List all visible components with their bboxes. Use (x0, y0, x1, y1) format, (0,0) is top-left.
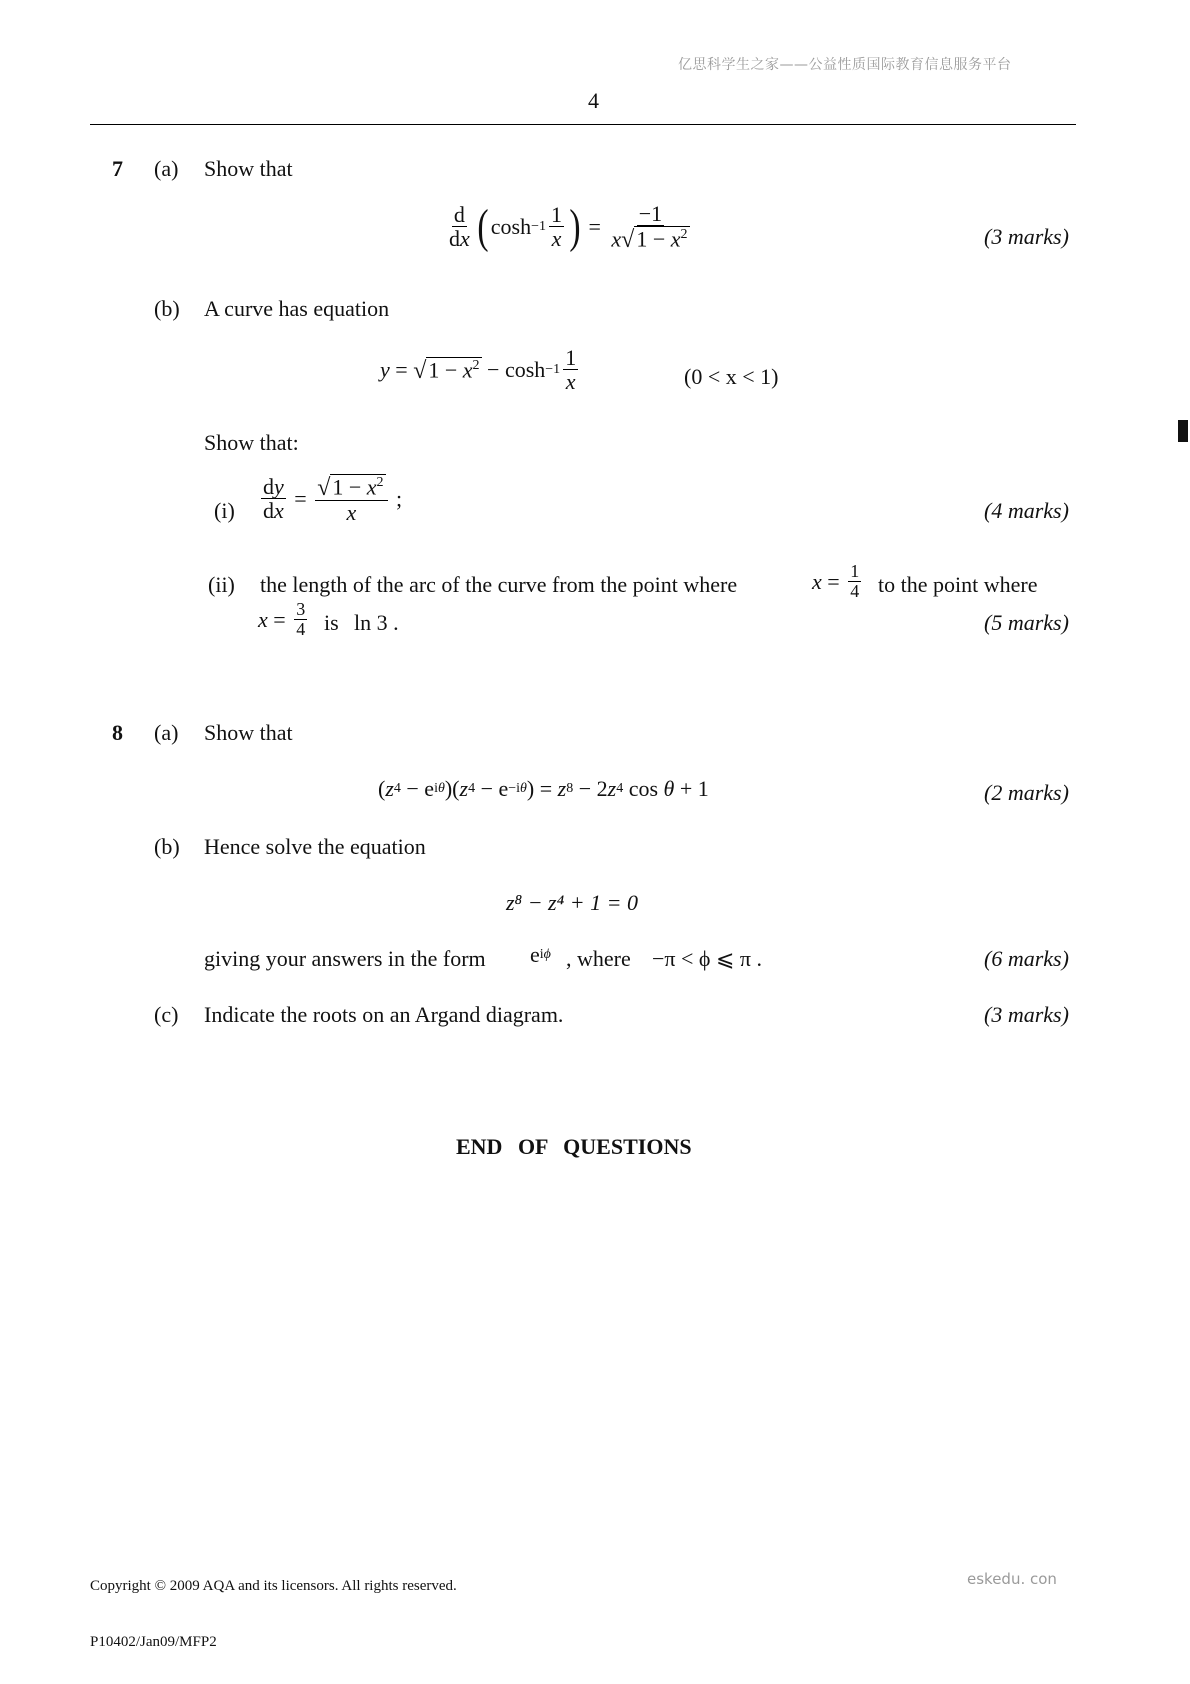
q7-b-ii-result: ln 3 . (354, 610, 399, 635)
q8-b-label: (b) (154, 834, 180, 859)
q7-b-i-label: (i) (214, 498, 235, 523)
q7-a-text: Show that (204, 156, 293, 181)
q8-c-marks: (3 marks) (984, 1002, 1069, 1027)
q7-b-ii-marks: (5 marks) (984, 610, 1069, 635)
q8-a-equation: ( z 4 − e iθ )( z 4 − e −iθ ) = z 8 − 2 z 4 cos θ + 1 (378, 776, 709, 801)
q8-c-label: (c) (154, 1002, 179, 1027)
q8-b-text: Hence solve the equation (204, 834, 426, 859)
question-8-number: 8 (112, 720, 123, 745)
footer-copyright: Copyright © 2009 AQA and its licensors. All rights reserved. (90, 1578, 457, 1594)
q8-b-text-3: , where (566, 946, 631, 971)
q7-b-ii-x-quarter: x = $\frac{1}{4}$ (812, 561, 860, 601)
q7-a-label: (a) (154, 156, 179, 181)
q7-b-ii-text-1: the length of the arc of the curve from the point where (260, 572, 738, 597)
footer-code: P10402/Jan09/MFP2 (90, 1634, 217, 1650)
q8-a-text: Show that (204, 720, 293, 745)
q7-b-label: (b) (154, 296, 180, 321)
q8-b-form: e iϕ (530, 942, 551, 967)
header-watermark: 亿思科学生之家——公益性质国际教育信息服务平台 (678, 57, 1012, 73)
q7-b-ii-text-3: is (324, 610, 339, 635)
q8-b-marks: (6 marks) (984, 946, 1069, 971)
q8-a-label: (a) (154, 720, 179, 745)
q7-b-ii-text-2: to the point where (878, 572, 1038, 597)
header-rule (90, 124, 1076, 125)
q7-b-ii-label: (ii) (208, 572, 235, 597)
q7-b-i-marks: (4 marks) (984, 498, 1069, 523)
q7-b-text: A curve has equation (204, 296, 390, 321)
q7-b-i-equation: $\frac{dy}{dx}$ = √ $1 - x^2$ x ; (263, 474, 403, 525)
q8-a-marks: (2 marks) (984, 780, 1069, 805)
q7-show-that: Show that: (204, 430, 299, 455)
q7-b-equation: y = √ $1 - x^2$ − cosh −1 $\frac{1}{x}$ (380, 345, 577, 395)
footer-site: eskedu. con (967, 1570, 1057, 1588)
q7-a-equation: $\frac{d}{dx}$ ( cosh −1 $\frac{1}{x}$ ) = −1 x √ $1 - x^2$ (449, 199, 688, 253)
margin-marker (1178, 420, 1188, 442)
q8-c-text: Indicate the roots on an Argand diagram. (204, 1002, 564, 1027)
question-7-number: 7 (112, 156, 123, 181)
q7-a-marks: (3 marks) (984, 224, 1069, 249)
page-number: 4 (588, 88, 599, 113)
q8-b-equation: z⁸ − z⁴ + 1 = 0 (506, 890, 638, 915)
q7-b-ii-x-three-quarters: x = $\frac{3}{4}$ (258, 599, 306, 639)
q8-b-range: −π < ϕ ⩽ π . (652, 946, 763, 971)
end-of-questions: END OF QUESTIONS (456, 1134, 692, 1159)
q8-b-text-2: giving your answers in the form (204, 946, 486, 971)
q7-b-domain: (0 < x < 1) (684, 364, 779, 389)
